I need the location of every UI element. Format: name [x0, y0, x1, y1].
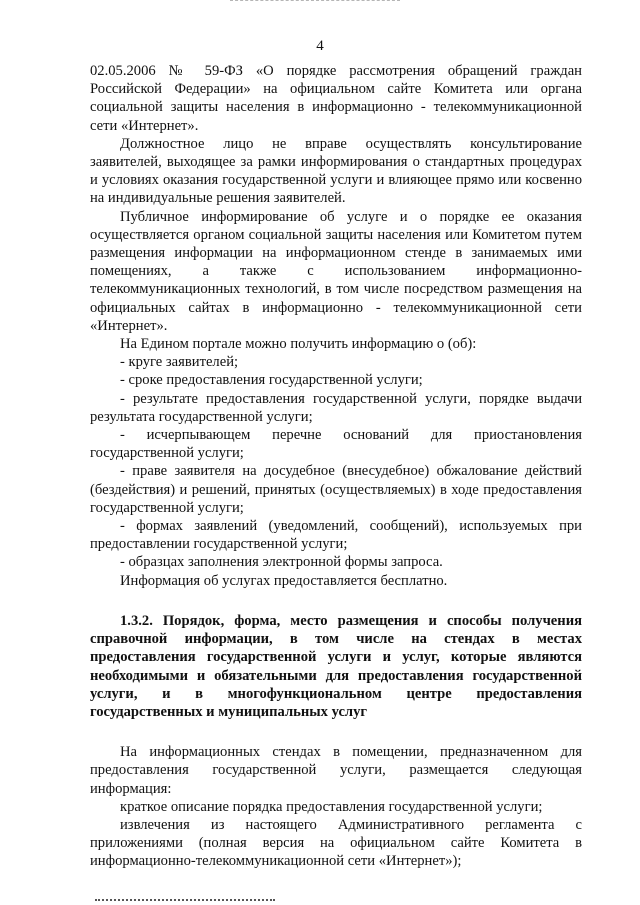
paragraph-portal-intro: На Едином портале можно получить информацию о (об): — [120, 336, 477, 353]
paragraph-free-info: Информация об услугах предоставляется бесплатно. — [120, 572, 448, 589]
paragraph-brief-description: краткое описание порядка предоставления государственной услуги; — [120, 798, 543, 815]
list-item: - формах заявлений (уведомлений, сообщений), используемых при предоставлении государственной услуги; — [90, 518, 582, 553]
list-item: - праве заявителя на досудебное (внесудебное) обжалование действий (бездействия) и решений, принятых (осуществляемых) в ходе предоставления государственной услуги; — [90, 463, 582, 516]
paragraph-public-informing: Публичное информирование об услуге и о порядке ее оказания осуществляется органом социальной защиты населения или Комитетом путем размещения информации на информационном стенде в занимаемых ими помещениях, а также с использованием информационно-телекоммуникационных технологий, в том числе посредством размещения на официальных сайтах в информационно - телекоммуникационной сети «Интернет». — [90, 208, 582, 334]
paragraph-consulting-limits: Должностное лицо не вправе осуществлять консультирование заявителей, выходящее за рамки информирования о стандартных процедурах и условиях оказания государственной услуги и влияющее прямо или косвенно на индивидуальные решения заявителей. — [90, 135, 582, 207]
scan-artifact-top — [230, 0, 400, 3]
list-item: - круге заявителей; — [120, 354, 239, 371]
list-item: - образцах заполнения электронной формы запроса. — [120, 554, 443, 571]
section-heading: 1.3.2. Порядок, форма, место размещения и способы получения справочной информации, в том числе на стендах в местах предоставления государственной услуги и услуг, которые являются необходимыми и обязательными для предоставления государственной услуги, и в многофункциональном центре предоставления государственных и муниципальных услуг — [90, 612, 582, 720]
paragraph-extracts: извлечения из настоящего Административного регламента с приложениями (полная версия на официальном сайте Комитета в информационно-телекоммуникационной сети «Интернет»); — [90, 816, 582, 870]
list-item: - сроке предоставления государственной услуги; — [120, 372, 423, 389]
paragraph-stands: На информационных стендах в помещении, предназначенном для предоставления государственной услуги, размещается следующая информация: — [90, 744, 582, 797]
paragraph-continuation: 02.05.2006 № 59-ФЗ «О порядке рассмотрения обращений граждан Российской Федерации» на официальном сайте Комитета или органа социальной защиты населения в информационно - телекоммуникационной сети «Интернет». — [90, 63, 582, 134]
document-body — [90, 62, 582, 871]
scan-artifact-bottom — [95, 899, 275, 905]
page-number: 4 — [316, 38, 324, 54]
list-item: - результате предоставления государственной услуги, порядке выдачи результата государственной услуги; — [90, 390, 582, 425]
list-item: - исчерпывающем перечне оснований для приостановления государственной услуги; — [90, 427, 582, 462]
